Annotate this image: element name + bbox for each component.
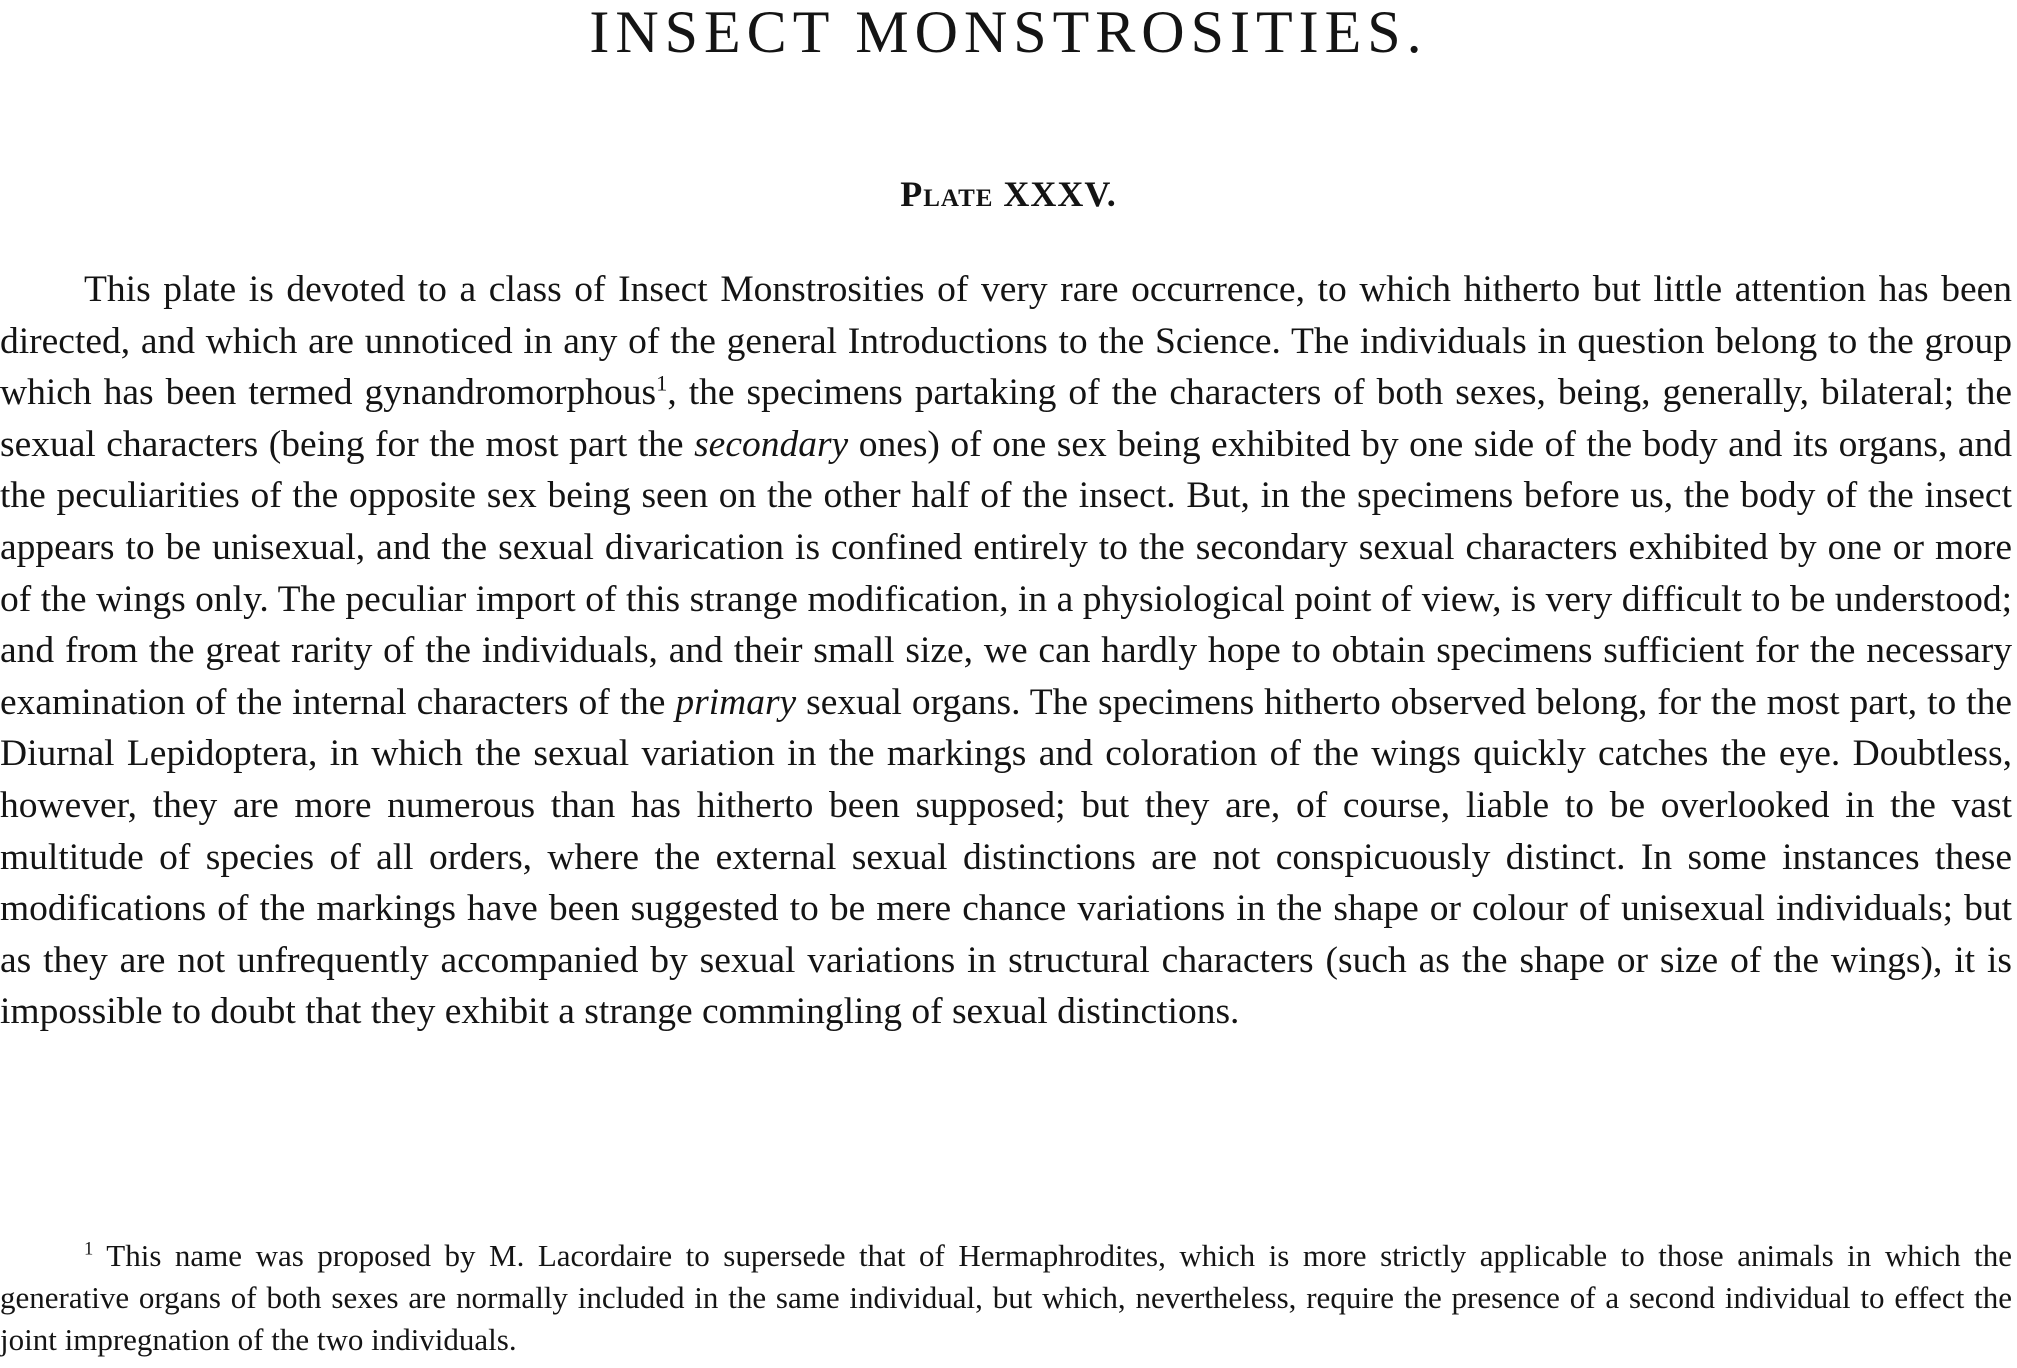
italic-term: primary — [675, 681, 797, 723]
text-run: , the specimens partaking of the characters of both sexes, being, generally, bilateral; the sexual characters (being for the most part the — [0, 372, 2012, 465]
footnote — [0, 1235, 2012, 1361]
body-paragraph — [0, 264, 2012, 1038]
footnote-marker: 1 — [84, 1238, 94, 1260]
text-run: sexual organs. The specimens hitherto observed belong, for the most part, to the Diurnal Lepidoptera, in which the sexual variation in the markings and coloration of the wings quickly catches the eye. Doubtless, however, they are more numerous than has hitherto been supposed; but they are, of course, liable to be overlooked in the vast multitude of species of all orders, where the external sexual distinctions are not conspicuously distinct. In some instances these modifications of the markings have been suggested to be mere chance variations in the shape or colour of unisexual individuals; but as they are not unfrequently accompanied by sexual variations in structural characters (such as the shape or size of the wings), it is impossible to doubt that they exhibit a strange commingling of sexual distinctions. — [0, 681, 2012, 1033]
italic-term: secondary — [694, 423, 849, 465]
plate-heading: Plate XXXV. — [900, 174, 1117, 214]
footnote-reference: 1 — [656, 370, 668, 396]
text-run: This plate is devoted to a class of Insect Monstrosities of very rare occurrence, to which hitherto but little attention has been directed, and which are unnoticed in any of the general Introductions to the Science. The individuals in question belong to the group which has been termed gynandromorphous — [0, 269, 2012, 414]
text-run: ones) of one sex being exhibited by one side of the body and its organs, and the peculiarities of the opposite sex being seen on the other half of the insect. But, in the specimens before us, the body of the insect appears to be unisexual, and the sexual divarication is confined entirely to the secondary sexual characters exhibited by one or more of the wings only. The peculiar import of this strange modification, in a physiological point of view, is very difficult to be understood; and from the great rarity of the individuals, and their small size, we can hardly hope to obtain specimens sufficient for the necessary examination of the internal characters of the — [0, 423, 2012, 723]
page-title: INSECT MONSTROSITIES. — [589, 0, 1428, 65]
footnote-text: This name was proposed by M. Lacordaire to supersede that of Hermaphrodites, which is more strictly applicable to those animals in which the generative organs of both sexes are normally included in the same individual, but which, nevertheless, require the presence of a second individual to effect the joint impregnation of the two individuals. — [0, 1238, 2012, 1357]
